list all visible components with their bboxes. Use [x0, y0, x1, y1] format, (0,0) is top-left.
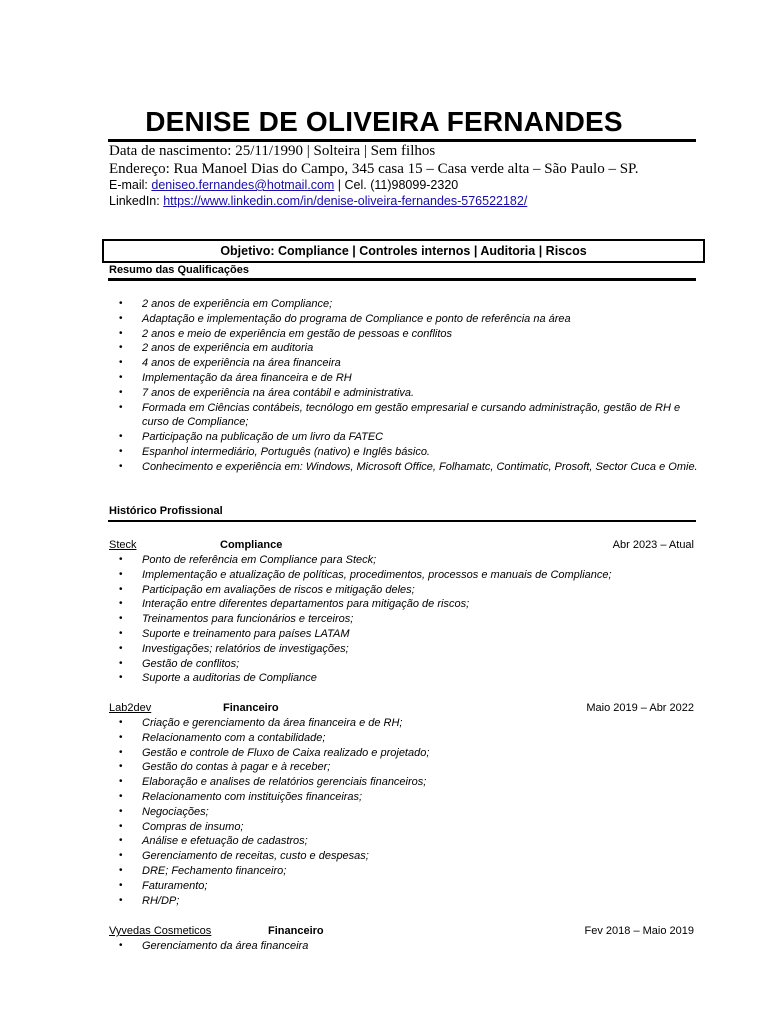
- job-period: Fev 2018 – Maio 2019: [584, 925, 694, 937]
- linkedin-line: [109, 193, 527, 209]
- list-item: • Elaboração e analises de relatórios gerenciais financeiros;: [109, 775, 699, 790]
- list-item: • Interação entre diferentes departamentos para mitigação de riscos;: [109, 597, 699, 612]
- list-item: • Relacionamento com instituições financeiras;: [109, 790, 699, 805]
- list-item: • Investigações; relatórios de investigações;: [109, 642, 699, 657]
- job-role: Financeiro: [223, 702, 279, 714]
- list-item: • Gerenciamento da área financeira: [109, 939, 699, 954]
- list-item: • 2 anos de experiência em Compliance;: [109, 297, 699, 312]
- list-item: • Implementação da área financeira e de RH: [109, 371, 699, 386]
- address: Endereço: Rua Manoel Dias do Campo, 345 casa 15 – Casa verde alta – São Paulo – SP.: [109, 161, 639, 177]
- list-item: • Criação e gerenciamento da área financeira e de RH;: [109, 716, 699, 731]
- company-name: Lab2dev: [109, 702, 152, 714]
- objective-box: Objetivo: Compliance | Controles internos | Auditoria | Riscos: [102, 239, 705, 263]
- list-item: • Gestão de conflitos;: [109, 657, 699, 672]
- job-role: Compliance: [220, 539, 283, 551]
- job-role: Financeiro: [268, 925, 324, 937]
- summary-divider: [108, 278, 696, 281]
- job-period: Maio 2019 – Abr 2022: [586, 702, 694, 714]
- contact-line: [109, 177, 458, 193]
- list-item: • Treinamentos para funcionários e terceiros;: [109, 612, 699, 627]
- summary-list: [109, 297, 699, 475]
- email-link[interactable]: deniseo.fernandes@hotmail.com: [151, 178, 335, 192]
- company-name: Steck: [109, 539, 137, 551]
- history-divider: [108, 520, 696, 522]
- job-header-lab2dev: [109, 701, 694, 715]
- list-item: • RH/DP;: [109, 894, 699, 909]
- personal-info: Data de nascimento: 25/11/1990 | Solteira | Sem filhos: [109, 143, 436, 159]
- list-item: • DRE; Fechamento financeiro;: [109, 864, 699, 879]
- job-header-steck: [109, 538, 694, 552]
- job-duties-lab2dev: [109, 716, 699, 908]
- history-title: Histórico Profissional: [109, 505, 223, 517]
- summary-title: Resumo das Qualificações: [109, 264, 249, 276]
- list-item: • 4 anos de experiência na área financeira: [109, 356, 699, 371]
- list-item: • Gestão do contas à pagar e à receber;: [109, 760, 699, 775]
- list-item: • Participação na publicação de um livro da FATEC: [109, 430, 699, 445]
- list-item: • Suporte e treinamento para países LATAM: [109, 627, 699, 642]
- job-period: Abr 2023 – Atual: [612, 539, 694, 551]
- job-header-vyvedas: [109, 924, 694, 938]
- list-item: • Gestão e controle de Fluxo de Caixa realizado e projetado;: [109, 746, 699, 761]
- list-item: • Relacionamento com a contabilidade;: [109, 731, 699, 746]
- phone: | Cel. (11)98099-2320: [334, 178, 459, 192]
- list-item: • Compras de insumo;: [109, 820, 699, 835]
- list-item: • 2 anos e meio de experiência em gestão de pessoas e conflitos: [109, 327, 699, 342]
- list-item: • Análise e efetuação de cadastros;: [109, 834, 699, 849]
- list-item: • Formada em Ciências contábeis, tecnólogo em gestão empresarial e cursando administração, gestão de RH e curso de Compliance;: [109, 401, 699, 431]
- email-label: E-mail:: [109, 178, 152, 192]
- list-item: • Faturamento;: [109, 879, 699, 894]
- list-item: • Espanhol intermediário, Português (nativo) e Inglês básico.: [109, 445, 699, 460]
- list-item: • 2 anos de experiência em auditoria: [109, 341, 699, 356]
- list-item: • Suporte a auditorias de Compliance: [109, 671, 699, 686]
- linkedin-label: LinkedIn:: [109, 194, 164, 208]
- list-item: • Conhecimento e experiência em: Windows, Microsoft Office, Folhamatc, Contimatic, Prosoft, Sector Cuca e Omie.: [109, 460, 699, 475]
- list-item: • Implementação e atualização de políticas, procedimentos, processos e manuais de Compliance;: [109, 568, 699, 583]
- job-duties-vyvedas: [109, 939, 699, 954]
- list-item: • Adaptação e implementação do programa de Compliance e ponto de referência na área: [109, 312, 699, 327]
- job-duties-steck: [109, 553, 699, 686]
- list-item: • Participação em avaliações de riscos e mitigação deles;: [109, 583, 699, 598]
- list-item: • 7 anos de experiência na área contábil e administrativa.: [109, 386, 699, 401]
- company-name: Vyvedas Cosmeticos: [109, 925, 212, 937]
- list-item: • Gerenciamento de receitas, custo e despesas;: [109, 849, 699, 864]
- linkedin-link[interactable]: https://www.linkedin.com/in/denise-oliveira-fernandes-576522182/: [163, 194, 528, 208]
- list-item: • Ponto de referência em Compliance para Steck;: [109, 553, 699, 568]
- candidate-name: DENISE DE OLIVEIRA FERNANDES: [145, 106, 623, 137]
- list-item: • Negociações;: [109, 805, 699, 820]
